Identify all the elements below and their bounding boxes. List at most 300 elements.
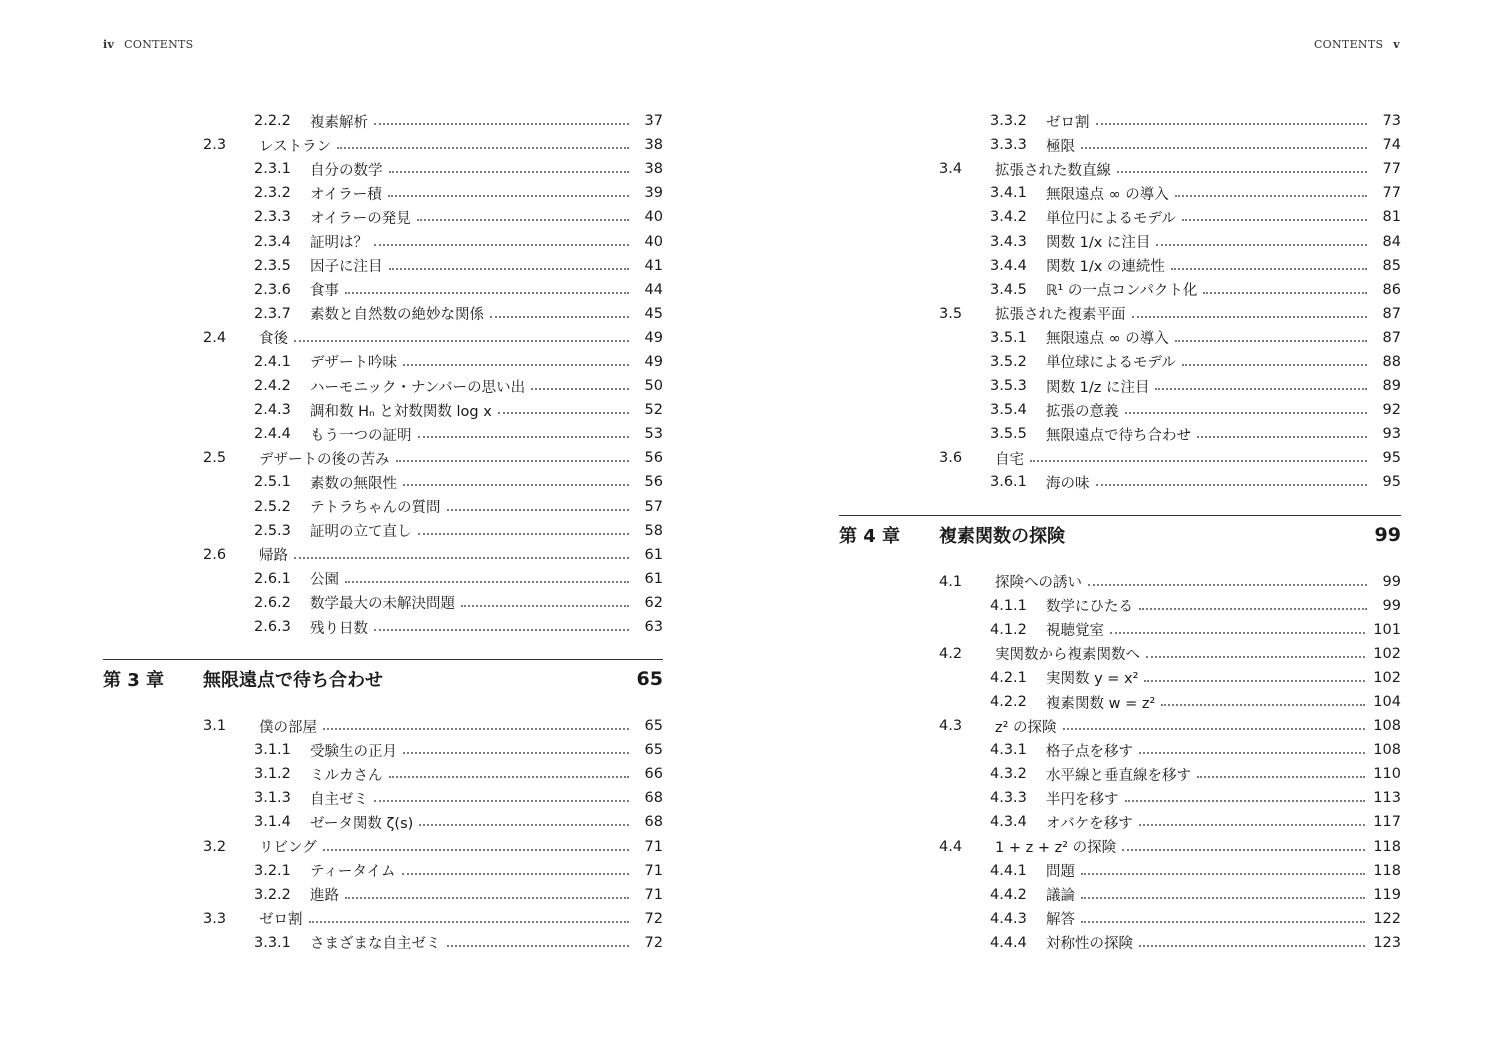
entry-page-number: 49 bbox=[644, 329, 663, 346]
toc-subsection-entry[interactable] bbox=[103, 350, 663, 374]
toc-subsection-entry[interactable] bbox=[839, 883, 1401, 907]
chapter-title: 無限遠点で待ち合わせ bbox=[203, 670, 383, 692]
entry-number: 4.4.4 bbox=[990, 934, 1027, 951]
dot-leader bbox=[1096, 482, 1368, 486]
toc-subsection-entry[interactable] bbox=[839, 229, 1401, 253]
entry-page-number: 68 bbox=[644, 814, 663, 831]
entry-number: 2.3.3 bbox=[254, 209, 291, 226]
entry-title: 関数 1/x に注目 bbox=[1046, 235, 1151, 252]
toc-subsection-entry[interactable] bbox=[839, 350, 1401, 374]
entry-title: 無限遠点 ∞ の導入 bbox=[1046, 186, 1169, 203]
dot-leader bbox=[1175, 338, 1367, 342]
toc-subsection-entry[interactable] bbox=[839, 594, 1401, 618]
toc-subsection-entry[interactable] bbox=[103, 859, 663, 883]
entry-number: 3.1 bbox=[203, 718, 227, 735]
entry-title: 単位球によるモデル bbox=[1046, 355, 1176, 372]
entry-number: 4.1 bbox=[939, 573, 963, 590]
dot-leader bbox=[403, 750, 629, 754]
dot-leader bbox=[1030, 458, 1367, 462]
dot-leader bbox=[1197, 774, 1365, 778]
dot-leader bbox=[417, 217, 629, 221]
chapter-title: 複素関数の探険 bbox=[939, 525, 1065, 547]
entry-number: 3.5.1 bbox=[990, 329, 1027, 346]
toc-subsection-entry[interactable] bbox=[103, 302, 663, 326]
entry-title: さまざまな自主ゼミ bbox=[310, 936, 441, 953]
chapter-heading[interactable] bbox=[839, 515, 1401, 548]
entry-page-number: 40 bbox=[644, 209, 663, 226]
entry-page-number: 62 bbox=[644, 594, 663, 611]
entry-title: 拡張された数直線 bbox=[995, 162, 1111, 179]
entry-number: 3.4.5 bbox=[990, 281, 1027, 298]
running-head-label: CONTENTS bbox=[1313, 38, 1384, 51]
toc-section-entry[interactable] bbox=[103, 907, 663, 931]
entry-number: 2.4.4 bbox=[254, 426, 291, 443]
entry-title: ゼロ割 bbox=[1046, 114, 1090, 131]
entry-page-number: 72 bbox=[644, 934, 663, 951]
entry-page-number: 38 bbox=[644, 161, 663, 178]
dot-leader bbox=[1088, 582, 1367, 586]
entry-number: 2.3.4 bbox=[254, 233, 291, 250]
entry-title: 視聴覚室 bbox=[1046, 623, 1104, 640]
dot-leader bbox=[396, 458, 630, 462]
toc-subsection-entry[interactable] bbox=[103, 470, 663, 494]
entry-page-number: 73 bbox=[1382, 113, 1401, 130]
dot-leader bbox=[1139, 822, 1365, 826]
toc-section-entry[interactable] bbox=[839, 157, 1401, 181]
toc-subsection-entry[interactable] bbox=[103, 398, 663, 422]
entry-page-number: 101 bbox=[1373, 621, 1401, 638]
entry-page-number: 110 bbox=[1373, 766, 1401, 783]
entry-title: 海の味 bbox=[1046, 475, 1090, 492]
dot-leader bbox=[389, 169, 630, 173]
dot-leader bbox=[1081, 895, 1365, 899]
entry-title: 数学最大の未解決問題 bbox=[310, 596, 455, 613]
entry-title: 解答 bbox=[1046, 912, 1075, 929]
entry-number: 4.3.4 bbox=[990, 814, 1027, 831]
dot-leader bbox=[1171, 266, 1367, 270]
dot-leader bbox=[447, 943, 630, 947]
toc-subsection-entry[interactable] bbox=[103, 278, 663, 302]
toc-subsection-entry[interactable] bbox=[103, 229, 663, 253]
toc-subsection-entry[interactable] bbox=[103, 931, 663, 955]
dot-leader bbox=[389, 774, 630, 778]
entry-title: 複素解析 bbox=[310, 114, 368, 131]
entry-number: 3.4.3 bbox=[990, 233, 1027, 250]
dot-leader bbox=[419, 822, 629, 826]
dot-leader bbox=[294, 555, 629, 559]
entry-page-number: 77 bbox=[1382, 161, 1401, 178]
entry-title: 受験生の正月 bbox=[310, 743, 397, 760]
entry-number: 3.4 bbox=[939, 161, 963, 178]
toc-section-entry[interactable] bbox=[103, 714, 663, 738]
entry-title: 進路 bbox=[310, 888, 339, 905]
toc-section-entry[interactable] bbox=[103, 835, 663, 859]
toc-subsection-entry[interactable] bbox=[103, 374, 663, 398]
entry-title: デザートの後の苦み bbox=[259, 451, 390, 468]
entry-number: 2.4.1 bbox=[254, 353, 291, 370]
dot-leader bbox=[323, 847, 629, 851]
dot-leader bbox=[374, 627, 629, 631]
entry-number: 3.4.1 bbox=[990, 185, 1027, 202]
chapter-page-number: 65 bbox=[636, 668, 663, 691]
entry-title: 水平線と垂直線を移す bbox=[1046, 767, 1191, 784]
dot-leader bbox=[1146, 654, 1365, 658]
entry-page-number: 118 bbox=[1373, 862, 1401, 879]
toc-list-right bbox=[839, 109, 1401, 955]
toc-section-entry[interactable] bbox=[103, 133, 663, 157]
entry-page-number: 108 bbox=[1373, 718, 1401, 735]
dot-leader bbox=[1139, 943, 1365, 947]
entry-title: 食後 bbox=[259, 331, 288, 348]
entry-title: オイラー積 bbox=[310, 186, 382, 203]
dot-leader bbox=[388, 193, 629, 197]
running-head-right bbox=[1314, 38, 1400, 51]
toc-subsection-entry[interactable] bbox=[839, 133, 1401, 157]
entry-title: 因子に注目 bbox=[310, 259, 383, 276]
toc-subsection-entry[interactable] bbox=[103, 181, 663, 205]
entry-title: 拡張の意義 bbox=[1046, 403, 1119, 420]
dot-leader bbox=[531, 386, 629, 390]
entry-number: 2.4 bbox=[203, 329, 227, 346]
entry-number: 2.5.3 bbox=[254, 522, 291, 539]
dot-leader bbox=[1125, 798, 1366, 802]
entry-page-number: 71 bbox=[644, 862, 663, 879]
toc-subsection-entry[interactable] bbox=[103, 883, 663, 907]
entry-title: 自主ゼミ bbox=[310, 791, 368, 808]
dot-leader bbox=[389, 266, 630, 270]
dot-leader bbox=[402, 871, 629, 875]
entry-number: 3.4.2 bbox=[990, 209, 1027, 226]
entry-title: 複素関数 w = z² bbox=[1046, 695, 1156, 712]
chapter-number: 第 3 章 bbox=[103, 670, 165, 692]
entry-title: 極限 bbox=[1046, 138, 1075, 155]
entry-title: 無限遠点で待ち合わせ bbox=[1046, 427, 1191, 444]
entry-title: 拡張された複素平面 bbox=[995, 307, 1126, 324]
toc-subsection-entry[interactable] bbox=[839, 326, 1401, 350]
entry-number: 3.3.1 bbox=[254, 934, 291, 951]
entry-page-number: 85 bbox=[1382, 257, 1401, 274]
toc-subsection-entry[interactable] bbox=[103, 519, 663, 543]
toc-subsection-entry[interactable] bbox=[839, 762, 1401, 786]
toc-subsection-entry[interactable] bbox=[839, 374, 1401, 398]
chapter-page-number: 99 bbox=[1374, 523, 1401, 546]
dot-leader bbox=[1125, 410, 1368, 414]
dot-leader bbox=[345, 895, 629, 899]
toc-subsection-entry[interactable] bbox=[839, 422, 1401, 446]
dot-leader bbox=[345, 290, 629, 294]
toc-section-entry[interactable] bbox=[839, 302, 1401, 326]
entry-title: 議論 bbox=[1046, 888, 1075, 905]
toc-subsection-entry[interactable] bbox=[103, 615, 663, 639]
toc-subsection-entry[interactable] bbox=[839, 810, 1401, 834]
entry-title: ゼロ割 bbox=[259, 912, 303, 929]
entry-number: 2.3.7 bbox=[254, 305, 291, 322]
entry-number: 3.5.3 bbox=[990, 378, 1027, 395]
toc-subsection-entry[interactable] bbox=[103, 495, 663, 519]
entry-title: ℝ¹ の一点コンパクト化 bbox=[1046, 283, 1198, 300]
entry-title: 調和数 Hₙ と対数関数 log x bbox=[310, 403, 492, 420]
entry-page-number: 38 bbox=[644, 137, 663, 154]
toc-section-entry[interactable] bbox=[103, 543, 663, 567]
entry-title: デザート吟味 bbox=[310, 355, 397, 372]
entry-number: 2.3.5 bbox=[254, 257, 291, 274]
entry-number: 3.6 bbox=[939, 450, 963, 467]
chapter-heading[interactable] bbox=[103, 659, 663, 692]
entry-page-number: 41 bbox=[644, 257, 663, 274]
entry-number: 3.5.5 bbox=[990, 426, 1027, 443]
entry-page-number: 92 bbox=[1382, 402, 1401, 419]
entry-number: 3.2.1 bbox=[254, 862, 291, 879]
entry-page-number: 88 bbox=[1382, 353, 1401, 370]
entry-number: 4.3.3 bbox=[990, 790, 1027, 807]
dot-leader bbox=[1182, 362, 1367, 366]
entry-title: 証明は？ bbox=[310, 235, 368, 252]
toc-subsection-entry[interactable] bbox=[839, 738, 1401, 762]
toc-subsection-entry[interactable] bbox=[103, 567, 663, 591]
entry-page-number: 65 bbox=[644, 742, 663, 759]
entry-number: 4.2.1 bbox=[990, 669, 1027, 686]
chapter-number: 第 4 章 bbox=[839, 525, 901, 547]
entry-page-number: 95 bbox=[1382, 474, 1401, 491]
toc-subsection-entry[interactable] bbox=[103, 254, 663, 278]
entry-page-number: 99 bbox=[1382, 573, 1401, 590]
dot-leader bbox=[1063, 726, 1365, 730]
toc-subsection-entry[interactable] bbox=[839, 205, 1401, 229]
entry-title: 対称性の探険 bbox=[1046, 936, 1133, 953]
entry-number: 2.4.2 bbox=[254, 378, 291, 395]
entry-number: 3.2.2 bbox=[254, 886, 291, 903]
dot-leader bbox=[374, 121, 629, 125]
entry-page-number: 81 bbox=[1382, 209, 1401, 226]
entry-number: 2.5.1 bbox=[254, 474, 291, 491]
entry-title: 僕の部屋 bbox=[259, 719, 317, 736]
entry-page-number: 84 bbox=[1382, 233, 1401, 250]
entry-number: 4.3.2 bbox=[990, 766, 1027, 783]
entry-number: 4.1.2 bbox=[990, 621, 1027, 638]
entry-page-number: 87 bbox=[1382, 305, 1401, 322]
toc-section-entry[interactable] bbox=[103, 446, 663, 470]
dot-leader bbox=[323, 726, 629, 730]
entry-number: 4.4.1 bbox=[990, 862, 1027, 879]
entry-number: 3.6.1 bbox=[990, 474, 1027, 491]
entry-title: 問題 bbox=[1046, 864, 1075, 881]
dot-leader bbox=[1144, 678, 1365, 682]
toc-subsection-entry[interactable] bbox=[839, 859, 1401, 883]
entry-page-number: 57 bbox=[644, 498, 663, 515]
entry-number: 2.3.6 bbox=[254, 281, 291, 298]
toc-subsection-entry[interactable] bbox=[839, 254, 1401, 278]
entry-title: 帰路 bbox=[259, 548, 288, 565]
dot-leader bbox=[1081, 145, 1367, 149]
entry-page-number: 102 bbox=[1373, 669, 1401, 686]
entry-number: 2.6.3 bbox=[254, 619, 291, 636]
toc-subsection-entry[interactable] bbox=[103, 591, 663, 615]
entry-page-number: 99 bbox=[1382, 597, 1401, 614]
entry-number: 3.5.2 bbox=[990, 353, 1027, 370]
toc-subsection-entry[interactable] bbox=[839, 931, 1401, 955]
toc-subsection-entry[interactable] bbox=[103, 810, 663, 834]
toc-subsection-entry[interactable] bbox=[103, 738, 663, 762]
toc-subsection-entry[interactable] bbox=[103, 422, 663, 446]
dot-leader bbox=[403, 482, 629, 486]
entry-title: z² の探険 bbox=[995, 719, 1057, 736]
toc-subsection-entry[interactable] bbox=[103, 762, 663, 786]
toc-subsection-entry[interactable] bbox=[839, 109, 1401, 133]
dot-leader bbox=[1197, 434, 1367, 438]
toc-subsection-entry[interactable] bbox=[839, 690, 1401, 714]
entry-page-number: 63 bbox=[644, 619, 663, 636]
entry-number: 2.5 bbox=[203, 450, 227, 467]
entry-title: 無限遠点 ∞ の導入 bbox=[1046, 331, 1169, 348]
dot-leader bbox=[461, 603, 629, 607]
entry-page-number: 53 bbox=[644, 426, 663, 443]
entry-title: 証明の立て直し bbox=[310, 524, 412, 541]
toc-subsection-entry[interactable] bbox=[839, 786, 1401, 810]
entry-number: 3.3.3 bbox=[990, 137, 1027, 154]
dot-leader bbox=[309, 919, 630, 923]
entry-page-number: 68 bbox=[644, 790, 663, 807]
entry-number: 3.1.4 bbox=[254, 814, 291, 831]
entry-title: 公園 bbox=[310, 572, 339, 589]
toc-section-entry[interactable] bbox=[839, 835, 1401, 859]
entry-number: 2.3.2 bbox=[254, 185, 291, 202]
entry-title: 単位円によるモデル bbox=[1046, 210, 1176, 227]
entry-page-number: 61 bbox=[644, 546, 663, 563]
entry-number: 3.1.3 bbox=[254, 790, 291, 807]
entry-number: 4.2 bbox=[939, 645, 963, 662]
entry-page-number: 40 bbox=[644, 233, 663, 250]
toc-list-left bbox=[103, 109, 663, 955]
toc-subsection-entry[interactable] bbox=[103, 157, 663, 181]
entry-title: オイラーの発見 bbox=[310, 210, 411, 227]
entry-title: 素数と自然数の絶妙な関係 bbox=[310, 307, 484, 324]
toc-subsection-entry[interactable] bbox=[839, 618, 1401, 642]
entry-number: 2.3.1 bbox=[254, 161, 291, 178]
entry-page-number: 49 bbox=[644, 353, 663, 370]
dot-leader bbox=[498, 410, 629, 414]
entry-number: 3.3.2 bbox=[990, 113, 1027, 130]
dot-leader bbox=[1156, 242, 1367, 246]
entry-page-number: 123 bbox=[1373, 934, 1401, 951]
entry-number: 3.2 bbox=[203, 838, 227, 855]
entry-number: 3.3 bbox=[203, 910, 227, 927]
dot-leader bbox=[418, 434, 630, 438]
entry-page-number: 66 bbox=[644, 766, 663, 783]
entry-title: ゼータ関数 ζ(s) bbox=[310, 815, 414, 832]
dot-leader bbox=[294, 338, 629, 342]
toc-subsection-entry[interactable] bbox=[103, 205, 663, 229]
entry-title: 数学にひたる bbox=[1046, 599, 1133, 616]
entry-page-number: 104 bbox=[1373, 694, 1401, 711]
dot-leader bbox=[1175, 193, 1367, 197]
entry-page-number: 56 bbox=[644, 450, 663, 467]
dot-leader bbox=[337, 145, 629, 149]
entry-page-number: 56 bbox=[644, 474, 663, 491]
entry-page-number: 122 bbox=[1373, 910, 1401, 927]
running-head-left bbox=[103, 38, 194, 51]
dot-leader bbox=[1096, 121, 1368, 125]
toc-subsection-entry[interactable] bbox=[839, 278, 1401, 302]
entry-number: 4.3.1 bbox=[990, 742, 1027, 759]
entry-page-number: 44 bbox=[644, 281, 663, 298]
dot-leader bbox=[1110, 630, 1365, 634]
entry-title: オバケを移す bbox=[1046, 815, 1133, 832]
entry-number: 4.1.1 bbox=[990, 597, 1027, 614]
toc-section-entry[interactable] bbox=[103, 326, 663, 350]
page-number: iv bbox=[103, 38, 115, 51]
dot-leader bbox=[1203, 290, 1367, 294]
entry-page-number: 118 bbox=[1373, 838, 1401, 855]
dot-leader bbox=[490, 314, 629, 318]
toc-subsection-entry[interactable] bbox=[839, 181, 1401, 205]
entry-number: 4.4.2 bbox=[990, 886, 1027, 903]
right-page bbox=[750, 0, 1500, 1064]
entry-title: 自分の数学 bbox=[310, 162, 383, 179]
toc-subsection-entry[interactable] bbox=[839, 470, 1401, 494]
dot-leader bbox=[1132, 314, 1368, 318]
toc-section-entry[interactable] bbox=[839, 446, 1401, 470]
entry-title: もう一つの証明 bbox=[310, 427, 412, 444]
entry-number: 4.2.2 bbox=[990, 694, 1027, 711]
dot-leader bbox=[1081, 919, 1365, 923]
dot-leader bbox=[1182, 217, 1367, 221]
entry-page-number: 113 bbox=[1373, 790, 1401, 807]
entry-number: 3.1.1 bbox=[254, 742, 291, 759]
dot-leader bbox=[403, 362, 629, 366]
entry-page-number: 93 bbox=[1382, 426, 1401, 443]
toc-section-entry[interactable] bbox=[839, 714, 1401, 738]
entry-number: 4.4.3 bbox=[990, 910, 1027, 927]
entry-page-number: 77 bbox=[1382, 185, 1401, 202]
entry-number: 2.3 bbox=[203, 137, 227, 154]
entry-page-number: 119 bbox=[1373, 886, 1401, 903]
toc-subsection-entry[interactable] bbox=[103, 109, 663, 133]
entry-title: 実関数から複素関数へ bbox=[995, 647, 1140, 664]
entry-page-number: 37 bbox=[644, 113, 663, 130]
entry-number: 2.6.2 bbox=[254, 594, 291, 611]
toc-subsection-entry[interactable] bbox=[103, 786, 663, 810]
toc-subsection-entry[interactable] bbox=[839, 907, 1401, 931]
entry-page-number: 86 bbox=[1382, 281, 1401, 298]
toc-subsection-entry[interactable] bbox=[839, 666, 1401, 690]
entry-number: 3.5 bbox=[939, 305, 963, 322]
entry-number: 2.5.2 bbox=[254, 498, 291, 515]
toc-section-entry[interactable] bbox=[839, 642, 1401, 666]
entry-title: 実関数 y = x² bbox=[1046, 671, 1139, 688]
entry-page-number: 74 bbox=[1382, 137, 1401, 154]
entry-title: 格子点を移す bbox=[1046, 743, 1133, 760]
entry-number: 2.4.3 bbox=[254, 402, 291, 419]
entry-title: 1 + z + z² の探険 bbox=[995, 840, 1117, 857]
entry-page-number: 71 bbox=[644, 886, 663, 903]
entry-page-number: 117 bbox=[1373, 814, 1401, 831]
toc-section-entry[interactable] bbox=[839, 570, 1401, 594]
entry-title: 関数 1/x の連続性 bbox=[1046, 259, 1165, 276]
page-number: v bbox=[1393, 38, 1400, 51]
entry-page-number: 61 bbox=[644, 570, 663, 587]
entry-page-number: 39 bbox=[644, 185, 663, 202]
entry-title: 素数の無限性 bbox=[310, 475, 397, 492]
entry-title: 残り日数 bbox=[310, 620, 368, 637]
dot-leader bbox=[1117, 169, 1367, 173]
toc-subsection-entry[interactable] bbox=[839, 398, 1401, 422]
entry-number: 2.6.1 bbox=[254, 570, 291, 587]
dot-leader bbox=[447, 507, 630, 511]
entry-title: レストラン bbox=[259, 138, 332, 155]
entry-title: 食事 bbox=[310, 283, 339, 300]
entry-title: ミルカさん bbox=[310, 767, 383, 784]
dot-leader bbox=[1081, 871, 1365, 875]
